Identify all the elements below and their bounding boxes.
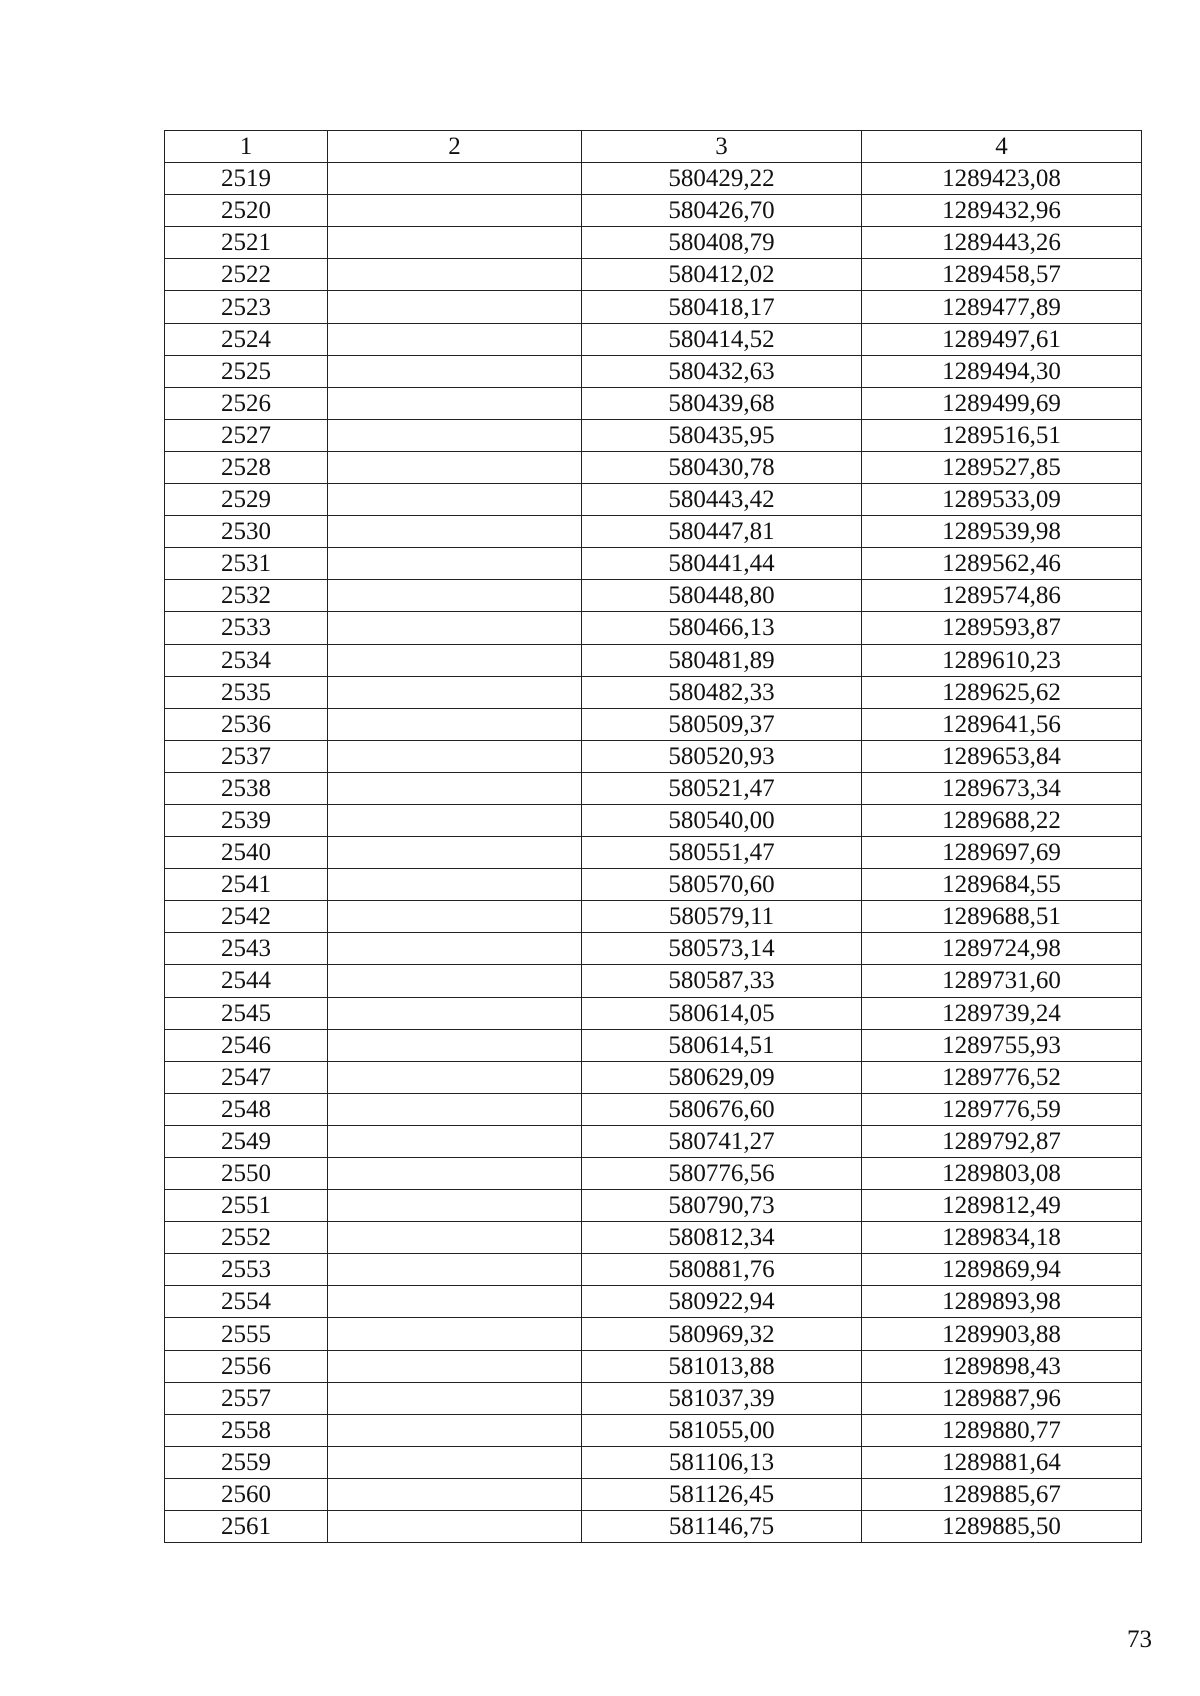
point-number-cell: 2552: [165, 1222, 328, 1254]
empty-cell: [328, 612, 582, 644]
empty-cell: [328, 323, 582, 355]
x-coordinate-cell: 580520,93: [582, 740, 862, 772]
table-row: [165, 1125, 1142, 1157]
x-coordinate-cell: 580466,13: [582, 612, 862, 644]
table-row: [165, 451, 1142, 483]
empty-cell: [328, 1093, 582, 1125]
empty-cell: [328, 580, 582, 612]
y-coordinate-cell: 1289432,96: [862, 195, 1142, 227]
x-coordinate-cell: 580629,09: [582, 1061, 862, 1093]
table-row: [165, 1254, 1142, 1286]
table-body: [165, 163, 1142, 1543]
table-row: [165, 837, 1142, 869]
y-coordinate-cell: 1289477,89: [862, 291, 1142, 323]
point-number-cell: 2548: [165, 1093, 328, 1125]
y-coordinate-cell: 1289625,62: [862, 676, 1142, 708]
empty-cell: [328, 933, 582, 965]
y-coordinate-cell: 1289688,22: [862, 804, 1142, 836]
point-number-cell: 2522: [165, 259, 328, 291]
point-number-cell: 2524: [165, 323, 328, 355]
x-coordinate-cell: 580430,78: [582, 451, 862, 483]
empty-cell: [328, 1511, 582, 1543]
point-number-cell: 2534: [165, 644, 328, 676]
empty-cell: [328, 740, 582, 772]
y-coordinate-cell: 1289776,52: [862, 1061, 1142, 1093]
y-coordinate-cell: 1289893,98: [862, 1286, 1142, 1318]
point-number-cell: 2526: [165, 387, 328, 419]
y-coordinate-cell: 1289885,67: [862, 1478, 1142, 1510]
point-number-cell: 2528: [165, 451, 328, 483]
x-coordinate-cell: 580408,79: [582, 227, 862, 259]
empty-cell: [328, 1286, 582, 1318]
table-row: [165, 1286, 1142, 1318]
table-row: [165, 772, 1142, 804]
column-header-4: 4: [862, 131, 1142, 163]
point-number-cell: 2558: [165, 1414, 328, 1446]
empty-cell: [328, 997, 582, 1029]
empty-cell: [328, 451, 582, 483]
point-number-cell: 2536: [165, 708, 328, 740]
table-row: [165, 1158, 1142, 1190]
table-row: [165, 1222, 1142, 1254]
point-number-cell: 2543: [165, 933, 328, 965]
table-row: [165, 355, 1142, 387]
table-row: [165, 1029, 1142, 1061]
empty-cell: [328, 548, 582, 580]
y-coordinate-cell: 1289869,94: [862, 1254, 1142, 1286]
y-coordinate-cell: 1289739,24: [862, 997, 1142, 1029]
y-coordinate-cell: 1289562,46: [862, 548, 1142, 580]
table-row: [165, 997, 1142, 1029]
table-row: [165, 1350, 1142, 1382]
table-row: [165, 323, 1142, 355]
x-coordinate-cell: 580414,52: [582, 323, 862, 355]
empty-cell: [328, 837, 582, 869]
point-number-cell: 2541: [165, 869, 328, 901]
empty-cell: [328, 708, 582, 740]
empty-cell: [328, 163, 582, 195]
y-coordinate-cell: 1289653,84: [862, 740, 1142, 772]
x-coordinate-cell: 580790,73: [582, 1190, 862, 1222]
y-coordinate-cell: 1289499,69: [862, 387, 1142, 419]
empty-cell: [328, 419, 582, 451]
table-row: [165, 676, 1142, 708]
x-coordinate-cell: 581146,75: [582, 1511, 862, 1543]
table-row: [165, 580, 1142, 612]
x-coordinate-cell: 581037,39: [582, 1382, 862, 1414]
empty-cell: [328, 195, 582, 227]
x-coordinate-cell: 580443,42: [582, 484, 862, 516]
x-coordinate-cell: 580573,14: [582, 933, 862, 965]
point-number-cell: 2539: [165, 804, 328, 836]
y-coordinate-cell: 1289497,61: [862, 323, 1142, 355]
y-coordinate-cell: 1289533,09: [862, 484, 1142, 516]
point-number-cell: 2555: [165, 1318, 328, 1350]
y-coordinate-cell: 1289673,34: [862, 772, 1142, 804]
y-coordinate-cell: 1289812,49: [862, 1190, 1142, 1222]
empty-cell: [328, 772, 582, 804]
x-coordinate-cell: 580540,00: [582, 804, 862, 836]
point-number-cell: 2531: [165, 548, 328, 580]
empty-cell: [328, 1029, 582, 1061]
table-row: [165, 259, 1142, 291]
point-number-cell: 2542: [165, 901, 328, 933]
empty-cell: [328, 516, 582, 548]
empty-cell: [328, 291, 582, 323]
x-coordinate-cell: 581013,88: [582, 1350, 862, 1382]
table-row: [165, 1093, 1142, 1125]
empty-cell: [328, 1350, 582, 1382]
point-number-cell: 2533: [165, 612, 328, 644]
x-coordinate-cell: 580441,44: [582, 548, 862, 580]
table-row: [165, 227, 1142, 259]
table-row: [165, 1446, 1142, 1478]
empty-cell: [328, 965, 582, 997]
x-coordinate-cell: 580614,05: [582, 997, 862, 1029]
y-coordinate-cell: 1289887,96: [862, 1382, 1142, 1414]
point-number-cell: 2521: [165, 227, 328, 259]
empty-cell: [328, 227, 582, 259]
point-number-cell: 2556: [165, 1350, 328, 1382]
x-coordinate-cell: 581055,00: [582, 1414, 862, 1446]
y-coordinate-cell: 1289610,23: [862, 644, 1142, 676]
table-row: [165, 612, 1142, 644]
table-row: [165, 1414, 1142, 1446]
point-number-cell: 2540: [165, 837, 328, 869]
y-coordinate-cell: 1289697,69: [862, 837, 1142, 869]
x-coordinate-cell: 580435,95: [582, 419, 862, 451]
x-coordinate-cell: 580776,56: [582, 1158, 862, 1190]
y-coordinate-cell: 1289834,18: [862, 1222, 1142, 1254]
y-coordinate-cell: 1289443,26: [862, 227, 1142, 259]
empty-cell: [328, 1061, 582, 1093]
table-row: [165, 804, 1142, 836]
point-number-cell: 2535: [165, 676, 328, 708]
empty-cell: [328, 1414, 582, 1446]
table-row: [165, 965, 1142, 997]
point-number-cell: 2519: [165, 163, 328, 195]
y-coordinate-cell: 1289423,08: [862, 163, 1142, 195]
y-coordinate-cell: 1289684,55: [862, 869, 1142, 901]
x-coordinate-cell: 580482,33: [582, 676, 862, 708]
y-coordinate-cell: 1289688,51: [862, 901, 1142, 933]
x-coordinate-cell: 580412,02: [582, 259, 862, 291]
y-coordinate-cell: 1289527,85: [862, 451, 1142, 483]
x-coordinate-cell: 581126,45: [582, 1478, 862, 1510]
point-number-cell: 2553: [165, 1254, 328, 1286]
point-number-cell: 2544: [165, 965, 328, 997]
empty-cell: [328, 387, 582, 419]
point-number-cell: 2530: [165, 516, 328, 548]
y-coordinate-cell: 1289898,43: [862, 1350, 1142, 1382]
point-number-cell: 2529: [165, 484, 328, 516]
point-number-cell: 2560: [165, 1478, 328, 1510]
point-number-cell: 2554: [165, 1286, 328, 1318]
point-number-cell: 2561: [165, 1511, 328, 1543]
table-row: [165, 644, 1142, 676]
point-number-cell: 2532: [165, 580, 328, 612]
empty-cell: [328, 1158, 582, 1190]
y-coordinate-cell: 1289880,77: [862, 1414, 1142, 1446]
table-row: [165, 1318, 1142, 1350]
y-coordinate-cell: 1289593,87: [862, 612, 1142, 644]
empty-cell: [328, 644, 582, 676]
table-row: [165, 1061, 1142, 1093]
x-coordinate-cell: 580587,33: [582, 965, 862, 997]
x-coordinate-cell: 580439,68: [582, 387, 862, 419]
y-coordinate-cell: 1289755,93: [862, 1029, 1142, 1061]
point-number-cell: 2527: [165, 419, 328, 451]
point-number-cell: 2520: [165, 195, 328, 227]
table-row: [165, 291, 1142, 323]
table-row: [165, 195, 1142, 227]
empty-cell: [328, 259, 582, 291]
table-row: [165, 387, 1142, 419]
x-coordinate-cell: 581106,13: [582, 1446, 862, 1478]
point-number-cell: 2549: [165, 1125, 328, 1157]
empty-cell: [328, 901, 582, 933]
point-number-cell: 2551: [165, 1190, 328, 1222]
x-coordinate-cell: 580881,76: [582, 1254, 862, 1286]
y-coordinate-cell: 1289724,98: [862, 933, 1142, 965]
empty-cell: [328, 1446, 582, 1478]
y-coordinate-cell: 1289792,87: [862, 1125, 1142, 1157]
y-coordinate-cell: 1289881,64: [862, 1446, 1142, 1478]
point-number-cell: 2537: [165, 740, 328, 772]
x-coordinate-cell: 580614,51: [582, 1029, 862, 1061]
point-number-cell: 2559: [165, 1446, 328, 1478]
empty-cell: [328, 1125, 582, 1157]
empty-cell: [328, 1382, 582, 1414]
y-coordinate-cell: 1289458,57: [862, 259, 1142, 291]
table-row: [165, 163, 1142, 195]
x-coordinate-cell: 580969,32: [582, 1318, 862, 1350]
table-row: [165, 516, 1142, 548]
table-row: [165, 548, 1142, 580]
coordinates-table: [164, 130, 1142, 1543]
table-row: [165, 933, 1142, 965]
table-row: [165, 740, 1142, 772]
table-row: [165, 419, 1142, 451]
page-number: 73: [1127, 1626, 1152, 1653]
table-header-row: [165, 131, 1142, 163]
empty-cell: [328, 1222, 582, 1254]
y-coordinate-cell: 1289574,86: [862, 580, 1142, 612]
empty-cell: [328, 484, 582, 516]
empty-cell: [328, 1190, 582, 1222]
x-coordinate-cell: 580922,94: [582, 1286, 862, 1318]
y-coordinate-cell: 1289641,56: [862, 708, 1142, 740]
x-coordinate-cell: 580521,47: [582, 772, 862, 804]
table-row: [165, 1478, 1142, 1510]
table-row: [165, 1190, 1142, 1222]
table-row: [165, 708, 1142, 740]
point-number-cell: 2547: [165, 1061, 328, 1093]
x-coordinate-cell: 580426,70: [582, 195, 862, 227]
y-coordinate-cell: 1289885,50: [862, 1511, 1142, 1543]
point-number-cell: 2525: [165, 355, 328, 387]
y-coordinate-cell: 1289731,60: [862, 965, 1142, 997]
empty-cell: [328, 676, 582, 708]
table-row: [165, 869, 1142, 901]
y-coordinate-cell: 1289494,30: [862, 355, 1142, 387]
table-row: [165, 1511, 1142, 1543]
x-coordinate-cell: 580812,34: [582, 1222, 862, 1254]
y-coordinate-cell: 1289539,98: [862, 516, 1142, 548]
point-number-cell: 2550: [165, 1158, 328, 1190]
x-coordinate-cell: 580448,80: [582, 580, 862, 612]
point-number-cell: 2557: [165, 1382, 328, 1414]
empty-cell: [328, 355, 582, 387]
x-coordinate-cell: 580432,63: [582, 355, 862, 387]
column-header-3: 3: [582, 131, 862, 163]
empty-cell: [328, 804, 582, 836]
x-coordinate-cell: 580570,60: [582, 869, 862, 901]
point-number-cell: 2538: [165, 772, 328, 804]
table-row: [165, 1382, 1142, 1414]
x-coordinate-cell: 580579,11: [582, 901, 862, 933]
x-coordinate-cell: 580509,37: [582, 708, 862, 740]
table-row: [165, 901, 1142, 933]
x-coordinate-cell: 580481,89: [582, 644, 862, 676]
x-coordinate-cell: 580447,81: [582, 516, 862, 548]
x-coordinate-cell: 580551,47: [582, 837, 862, 869]
point-number-cell: 2545: [165, 997, 328, 1029]
point-number-cell: 2523: [165, 291, 328, 323]
x-coordinate-cell: 580429,22: [582, 163, 862, 195]
x-coordinate-cell: 580418,17: [582, 291, 862, 323]
point-number-cell: 2546: [165, 1029, 328, 1061]
y-coordinate-cell: 1289516,51: [862, 419, 1142, 451]
empty-cell: [328, 1254, 582, 1286]
x-coordinate-cell: 580676,60: [582, 1093, 862, 1125]
empty-cell: [328, 869, 582, 901]
empty-cell: [328, 1318, 582, 1350]
table-row: [165, 484, 1142, 516]
column-header-1: 1: [165, 131, 328, 163]
y-coordinate-cell: 1289903,88: [862, 1318, 1142, 1350]
x-coordinate-cell: 580741,27: [582, 1125, 862, 1157]
y-coordinate-cell: 1289776,59: [862, 1093, 1142, 1125]
empty-cell: [328, 1478, 582, 1510]
column-header-2: 2: [328, 131, 582, 163]
y-coordinate-cell: 1289803,08: [862, 1158, 1142, 1190]
